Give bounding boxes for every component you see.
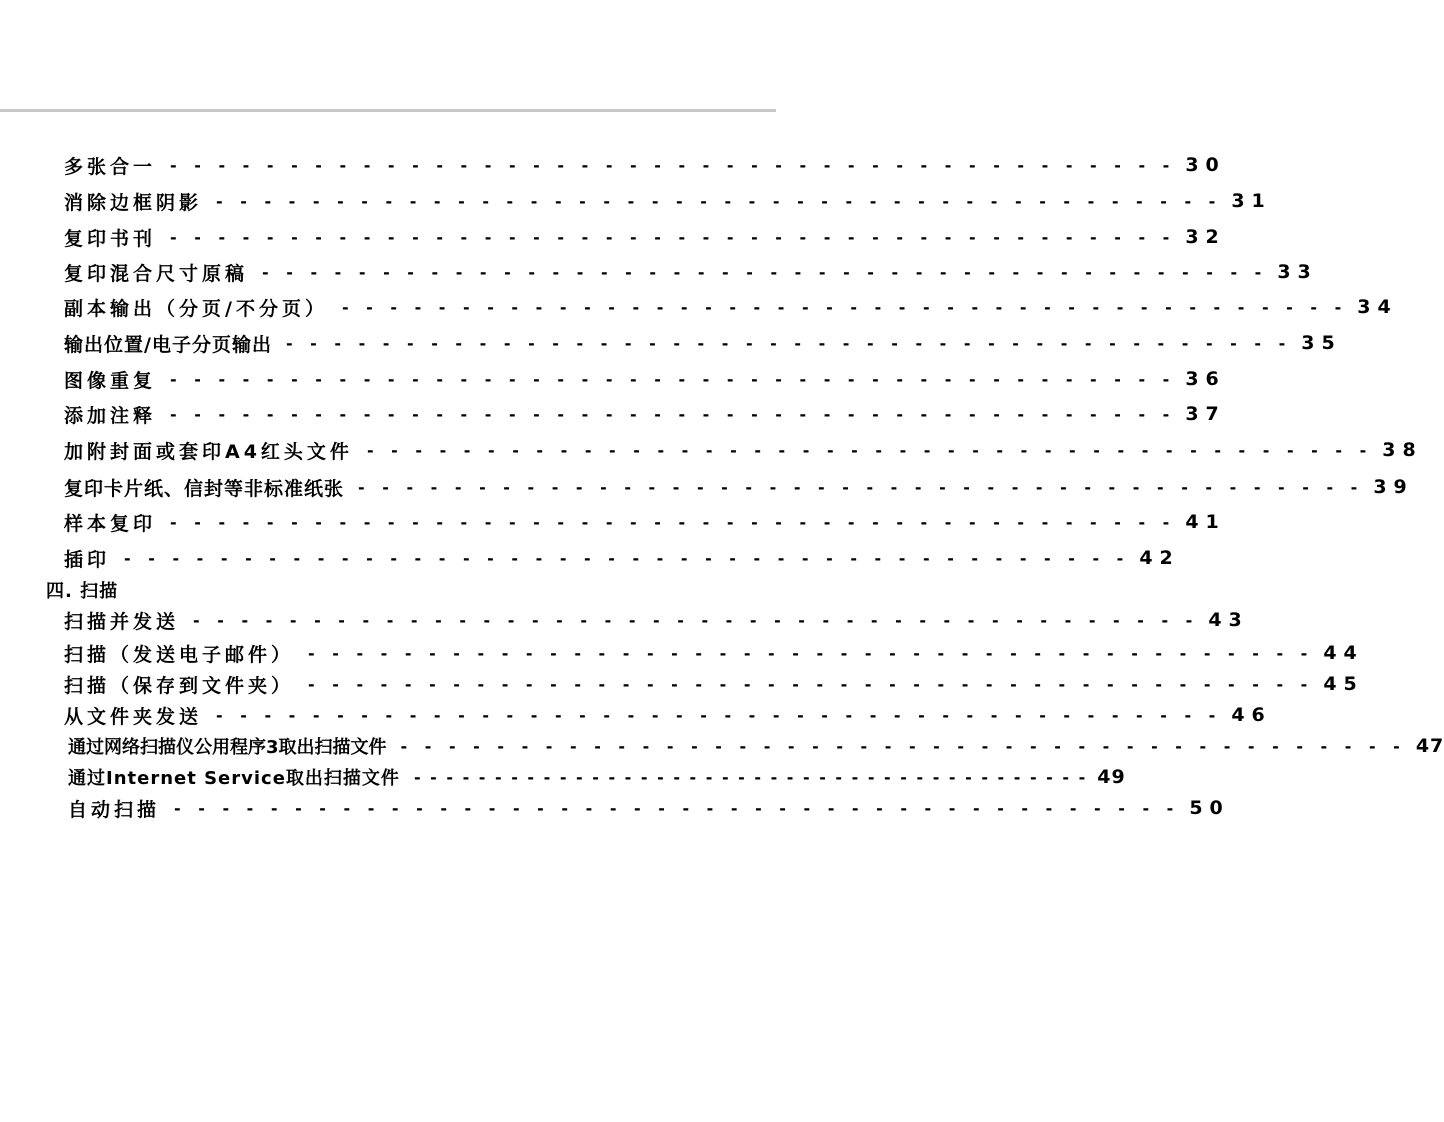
toc-page-number: 49 <box>1097 766 1126 788</box>
toc-entry-title: 通过Internet Service取出扫描文件 <box>68 768 400 789</box>
toc-page-number: 34 <box>1357 296 1398 318</box>
toc-entry-title: 消除边框阴影 <box>64 191 203 214</box>
toc-page-number: 38 <box>1382 439 1423 461</box>
toc-leader: - - - - - - - - - - - - - - - - - - - - - - - - - - - - - - - - - - - - - - - - - - <box>170 404 1176 424</box>
section-heading-scan: 四. 扫描 <box>46 581 119 602</box>
toc-entry-title: 从文件夹发送 <box>64 705 203 728</box>
toc-leader: - - - - - - - - - - - - - - - - - - - - - - - - - - - - - - - - - - - - - - - - - - <box>308 643 1314 663</box>
toc-entry[interactable] <box>64 606 1249 634</box>
toc-leader: - - - - - - - - - - - - - - - - - - - - - - - - - - - - - - - - - - - - - - - - - - <box>358 477 1364 497</box>
toc-entry-title: 加附封面或套印A4红头文件 <box>64 440 353 463</box>
header-rule <box>0 109 776 112</box>
toc-page-number: 31 <box>1231 190 1272 212</box>
toc-entry[interactable] <box>64 701 1272 729</box>
toc-leader: - - - - - - - - - - - - - - - - - - - - - - - - - - - - - - - - - - - - - - - - - - <box>216 191 1222 211</box>
toc-entry-title: 通过网络扫描仪公用程序3取出扫描文件 <box>68 737 387 758</box>
toc-entry[interactable] <box>64 223 1226 251</box>
toc-page-number: 42 <box>1139 547 1180 569</box>
toc-entry-title: 复印书刊 <box>64 227 157 250</box>
toc-leader: - - - - - - - - - - - - - - - - - - - - - - - - - - - - - - - - - - - - - - - - - - <box>341 297 1348 317</box>
toc-leader: - - - - - - - - - - - - - - - - - - - - - - - - - - - - - - - - - - - - - - - - - - <box>170 227 1176 247</box>
toc-entry-title: 图像重复 <box>64 369 157 392</box>
toc-page-number: 36 <box>1185 368 1226 390</box>
toc-entry[interactable] <box>64 151 1226 179</box>
toc-leader: - - - - - - - - - - - - - - - - - - - - - - - - - - - - - - - - - - - - - - - - - - <box>174 798 1180 818</box>
toc-leader: - - - - - - - - - - - - - - - - - - - - - - - - - - - - - - - - - - - - - - - - - - <box>366 440 1373 460</box>
toc-page-number: 45 <box>1323 673 1364 695</box>
toc-page-number: 30 <box>1185 154 1226 176</box>
toc-entry-title: 样本复印 <box>64 512 157 535</box>
toc-entry-title: 副本输出（分页/不分页） <box>64 297 328 320</box>
toc-page-number: 43 <box>1208 609 1249 631</box>
toc-leader: - - - - - - - - - - - - - - - - - - - - - - - - - - - - - - - - - - - - - - - - - - <box>285 333 1292 353</box>
toc-entry-title: 输出位置/电子分页输出 <box>64 333 272 356</box>
toc-leader: - - - - - - - - - - - - - - - - - - - - - - - - - - - - - - - - - - - - - - - - - - <box>262 262 1268 282</box>
toc-entry[interactable] <box>64 473 1414 501</box>
toc-page-number: 41 <box>1185 511 1226 533</box>
toc-leader: - - - - - - - - - - - - - - - - - - - - - - - - - - - - - - - - - - - - - - - - - - <box>193 610 1199 630</box>
toc-entry-title: 复印卡片纸、信封等非标准纸张 <box>64 477 345 500</box>
toc-entry-title: 添加注释 <box>64 404 157 427</box>
toc-leader: - - - - - - - - - - - - - - - - - - - - - - - - - - - - - - - - - - - - - - - - - - <box>216 705 1222 725</box>
toc-entry-title: 扫描并发送 <box>64 610 180 633</box>
toc-leader: - - - - - - - - - - - - - - - - - - - - - - - - - - - - - - - - - - - - - - - - - - <box>308 674 1314 694</box>
toc-page-number: 37 <box>1185 403 1226 425</box>
toc-entry-title: 扫描（保存到文件夹） <box>64 674 295 697</box>
toc-entry[interactable] <box>64 187 1272 215</box>
toc-leader: - - - - - - - - - - - - - - - - - - - - - - - - - - - - - - - - - - - - - - - - - - <box>170 369 1176 389</box>
toc-entry[interactable] <box>64 329 1342 357</box>
toc-entry[interactable] <box>64 293 1398 321</box>
toc-entry-title: 多张合一 <box>64 155 157 178</box>
toc-entry[interactable] <box>64 436 1423 464</box>
toc-entry[interactable] <box>64 639 1364 667</box>
toc-entry[interactable] <box>64 365 1226 393</box>
toc-entry-title: 扫描（发送电子邮件） <box>64 643 295 666</box>
toc-entry[interactable] <box>64 544 1180 572</box>
toc-leader: - - - - - - - - - - - - - - - - - - - - - - - - - - - - - - - - - - - - - - - - - - <box>413 767 1088 787</box>
toc-leader: - - - - - - - - - - - - - - - - - - - - - - - - - - - - - - - - - - - - - - - - - - <box>124 548 1130 568</box>
toc-page-number: 39 <box>1373 476 1414 498</box>
toc-entry[interactable] <box>68 794 1230 822</box>
toc-entry[interactable] <box>64 508 1226 536</box>
toc-entry-title: 复印混合尺寸原稿 <box>64 262 249 285</box>
toc-entry-title: 插印 <box>64 548 111 571</box>
toc-entry-title: 自动扫描 <box>68 798 161 821</box>
toc-entry[interactable] <box>64 400 1226 428</box>
toc-entry[interactable] <box>68 763 1126 791</box>
toc-page-number: 50 <box>1189 797 1230 819</box>
toc-entry[interactable] <box>64 258 1318 286</box>
toc-leader: - - - - - - - - - - - - - - - - - - - - - - - - - - - - - - - - - - - - - - - - - - <box>170 512 1176 532</box>
toc-leader: - - - - - - - - - - - - - - - - - - - - - - - - - - - - - - - - - - - - - - - - - - <box>170 155 1176 175</box>
toc-page-number: 35 <box>1301 332 1342 354</box>
toc-page-number: 32 <box>1185 226 1226 248</box>
toc-page-number: 44 <box>1323 642 1364 664</box>
toc-page-number: 33 <box>1277 261 1318 283</box>
toc-page-number: 47 <box>1415 735 1444 757</box>
toc-entry[interactable] <box>68 732 1444 760</box>
toc-page-number: 46 <box>1231 704 1272 726</box>
toc-entry[interactable] <box>64 670 1364 698</box>
toc-leader: - - - - - - - - - - - - - - - - - - - - - - - - - - - - - - - - - - - - - - - - - - <box>400 736 1406 756</box>
